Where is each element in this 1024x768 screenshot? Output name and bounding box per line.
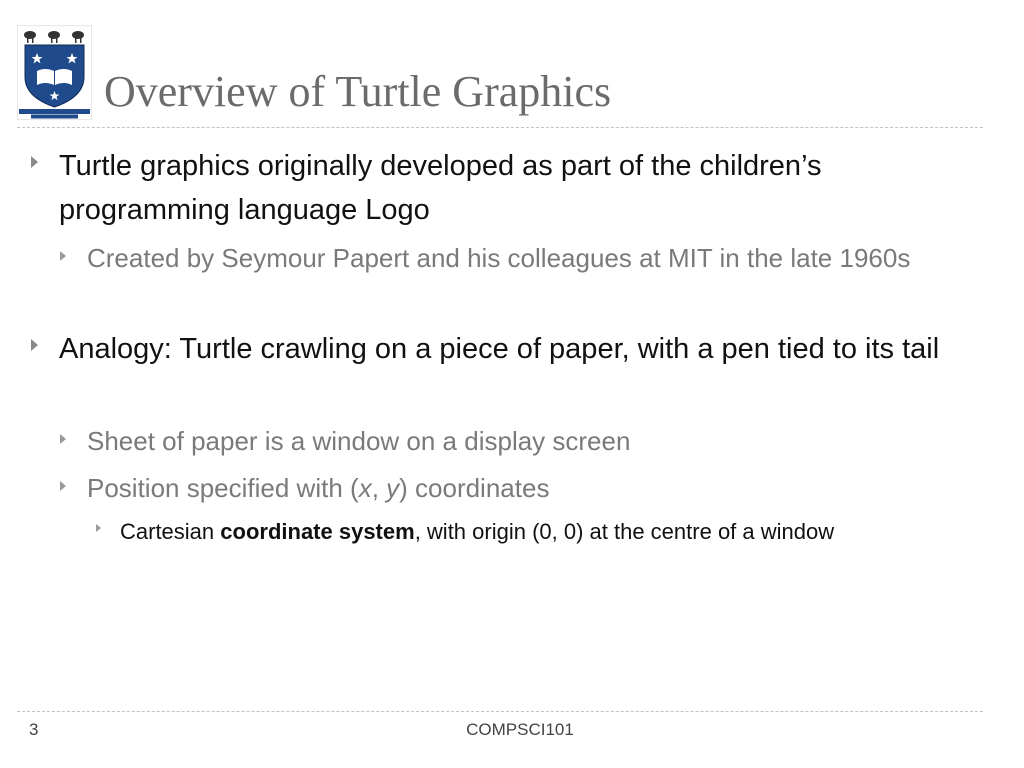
bullet-arrow-icon — [60, 251, 66, 261]
bullet-text-suffix: ) coordinates — [399, 473, 550, 503]
bullet-text: Analogy: Turtle crawling on a piece of paper, with a pen tied to its tail — [59, 333, 940, 365]
bullet-arrow-icon — [96, 524, 101, 532]
bullet-text-suffix: , with origin (0, 0) at the centre of a window — [414, 519, 835, 544]
bullet-text-bold: coordinate system — [220, 519, 415, 544]
bullet-text-prefix: Cartesian — [120, 519, 221, 544]
bullet-level-3 — [96, 514, 956, 549]
slide-title: Overview of Turtle Graphics — [104, 67, 612, 116]
bullet-arrow-icon — [60, 481, 66, 491]
bullet-level-1 — [31, 144, 971, 232]
bullet-arrow-icon — [60, 434, 66, 444]
bullet-level-1 — [31, 327, 971, 371]
bullet-level-2 — [60, 422, 960, 461]
university-crest-logo — [17, 25, 92, 120]
coordinate-y: y — [386, 473, 400, 503]
bullet-text-comma: , — [371, 473, 387, 503]
footer-divider — [17, 711, 983, 712]
coordinate-x: x — [358, 473, 372, 503]
bullet-text: Sheet of paper is a window on a display screen — [87, 426, 631, 456]
bullet-level-2 — [60, 469, 960, 508]
bullet-text-prefix: Position specified with ( — [87, 473, 359, 503]
bullet-text: Turtle graphics originally developed as part of the children’s programming language Logo — [59, 150, 822, 226]
title-divider — [17, 127, 983, 128]
bullet-level-2 — [60, 239, 960, 278]
bullet-text — [87, 469, 960, 508]
bullet-text — [120, 514, 956, 549]
slide-number: 3 — [29, 720, 39, 739]
bullet-arrow-icon — [31, 156, 38, 168]
course-code: COMPSCI101 — [466, 720, 574, 739]
bullet-text: Created by Seymour Papert and his colleagues at MIT in the late 1960s — [87, 243, 911, 273]
bullet-arrow-icon — [31, 339, 38, 351]
